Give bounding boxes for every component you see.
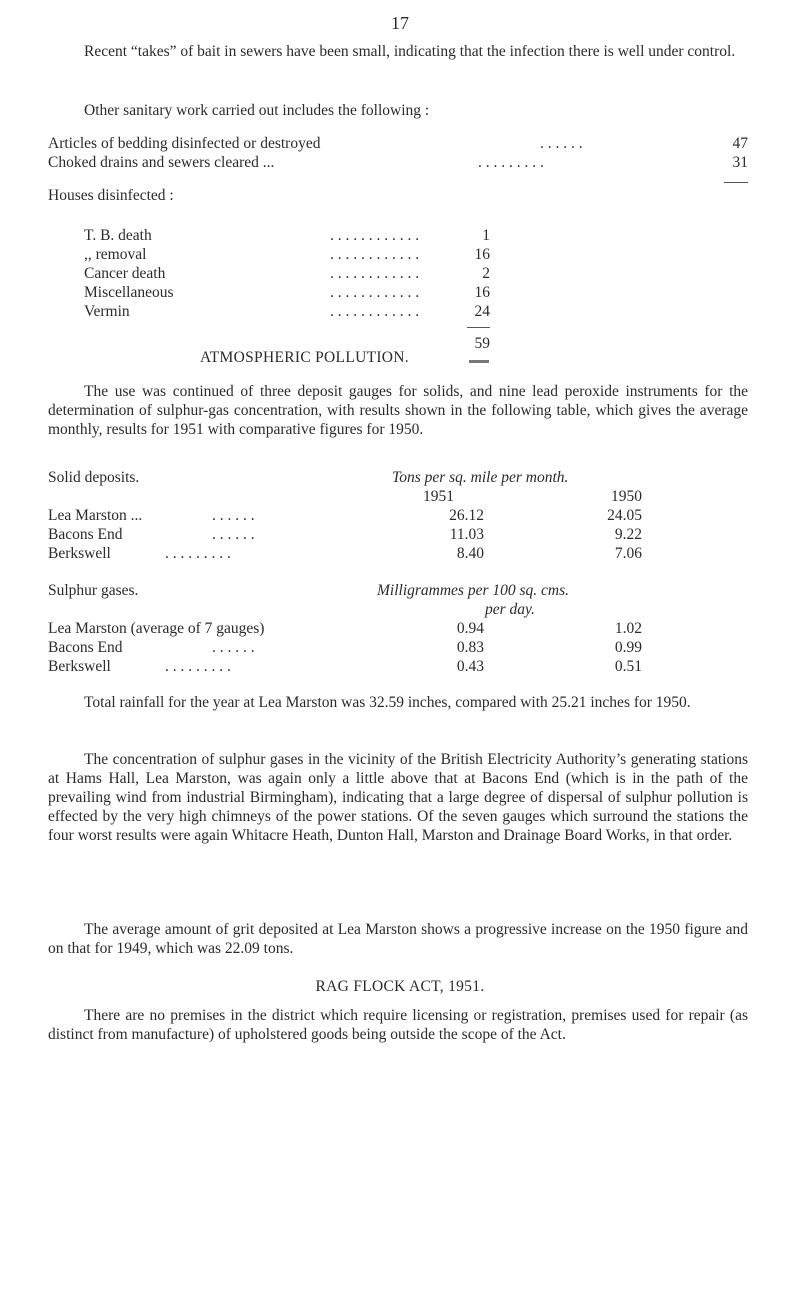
rag-flock-paragraph xyxy=(48,1006,748,1044)
concentration-text: The concentration of sulphur gases in the vicinity of the British Electricity Authority’s generating stations at Hams Hall, Lea Marston, was again only a little above that at Bacons End (which is in the path of the prevailing wind from industrial Birmingham), indicating that a large degree of dispersal of sulphur pollution is effected by the very high chimneys of the power stations. Of the seven gauges which surround the stations the four worst results were again Whitacre Heath, Dunton Hall, Marston and Drainage Board Works, in that order. xyxy=(48,751,748,844)
sanitary-item-label: Articles of bedding disinfected or destroyed xyxy=(48,135,321,152)
intro-paragraph xyxy=(48,42,748,61)
leader-dots: . . . . . . . . . . . . xyxy=(330,227,420,244)
houses-item-label: ,, removal xyxy=(84,246,147,263)
houses-item-value: 1 xyxy=(482,227,490,244)
leader-dots: . . . . . . xyxy=(540,135,583,152)
station-name: Lea Marston (average of 7 gauges) xyxy=(48,620,265,637)
houses-item-label: Vermin xyxy=(84,303,130,320)
sanitary-item-value: 47 xyxy=(732,135,748,152)
leader-dots: . . . . . . . . . . . . xyxy=(330,284,420,301)
solid-unit: Tons per sq. mile per month. xyxy=(392,469,569,486)
value-1950: 0.51 xyxy=(614,658,642,675)
grit-text: The average amount of grit deposited at Lea Marston shows a progressive increase on the 1950 figure and on that for 1949, which was 22.09 tons. xyxy=(48,921,748,957)
houses-item-label: Miscellaneous xyxy=(84,284,174,301)
station-name: Berkswell xyxy=(48,545,111,562)
leader-dots: . . . . . . xyxy=(212,526,255,543)
divider xyxy=(724,182,748,183)
leader-dots: . . . . . . . . . xyxy=(165,658,231,675)
value-1950: 0.99 xyxy=(614,639,642,656)
sulphur-label: Sulphur gases. xyxy=(48,582,139,599)
column-header-1951: 1951 xyxy=(423,488,454,505)
rainfall-paragraph xyxy=(48,693,748,712)
leader-dots: . . . . . . . . . . . . xyxy=(330,303,420,320)
value-1950: 9.22 xyxy=(614,526,642,543)
value-1951: 26.12 xyxy=(449,507,484,524)
houses-item-value: 16 xyxy=(474,284,490,301)
atmospheric-text: The use was continued of three deposit gauges for solids, and nine lead peroxide instruments for the determination of sulphur-gas concentration, with results shown in the following table, which gives the average monthly, results for 1951 with comparative figures for 1950. xyxy=(48,383,748,438)
intro-text: Recent “takes” of bait in sewers have been small, indicating that the infection there is well under control. xyxy=(84,43,736,60)
sanitary-item-label: Choked drains and sewers cleared ... xyxy=(48,154,275,171)
column-header-1950: 1950 xyxy=(611,488,642,505)
value-1951: 0.94 xyxy=(456,620,484,637)
atmospheric-paragraph xyxy=(48,382,748,439)
sanitary-intro: Other sanitary work carried out includes the following : xyxy=(84,102,430,119)
atmospheric-heading: ATMOSPHERIC POLLUTION. xyxy=(200,349,409,366)
station-name: Bacons End xyxy=(48,526,123,543)
value-1950: 24.05 xyxy=(607,507,642,524)
houses-item-label: Cancer death xyxy=(84,265,166,282)
concentration-paragraph xyxy=(48,750,748,845)
rag-flock-text: There are no premises in the district which require licensing or registration, premises used for repair (as distinct from manufacture) of upholstered goods being outside the scope of the Act. xyxy=(48,1007,748,1043)
leader-dots: . . . . . . . . . . . . xyxy=(330,246,420,263)
sulphur-unit: Milligrammes per 100 sq. cms. xyxy=(377,582,570,599)
value-1951: 8.40 xyxy=(456,545,484,562)
value-1950: 7.06 xyxy=(614,545,642,562)
value-1951: 0.83 xyxy=(456,639,484,656)
rag-flock-heading: RAG FLOCK ACT, 1951. xyxy=(315,978,485,995)
houses-item-value: 2 xyxy=(482,265,490,282)
leader-dots: . . . . . . . . . xyxy=(165,545,231,562)
grit-paragraph xyxy=(48,920,748,958)
value-1951: 0.43 xyxy=(456,658,484,675)
station-name: Lea Marston ... xyxy=(48,507,143,524)
sanitary-item-value: 31 xyxy=(732,154,748,171)
value-1951: 11.03 xyxy=(449,526,484,543)
value-1950: 1.02 xyxy=(614,620,642,637)
rainfall-text: Total rainfall for the year at Lea Marston was 32.59 inches, compared with 25.21 inches for 1950. xyxy=(84,694,691,711)
houses-item-label: T. B. death xyxy=(84,227,152,244)
leader-dots: . . . . . . . . . . . . xyxy=(330,265,420,282)
leader-dots: . . . . . . . . . xyxy=(478,154,544,171)
houses-item-value: 24 xyxy=(474,303,490,320)
divider xyxy=(467,327,490,328)
page-number: 17 xyxy=(391,13,409,33)
sulphur-unit-line2: per day. xyxy=(485,601,535,618)
station-name: Bacons End xyxy=(48,639,123,656)
houses-item-value: 16 xyxy=(474,246,490,263)
houses-heading: Houses disinfected : xyxy=(48,187,174,204)
divider xyxy=(469,360,489,363)
solid-label: Solid deposits. xyxy=(48,469,140,486)
station-name: Berkswell xyxy=(48,658,111,675)
houses-total: 59 xyxy=(474,335,490,352)
leader-dots: . . . . . . xyxy=(212,507,255,524)
leader-dots: . . . . . . xyxy=(212,639,255,656)
